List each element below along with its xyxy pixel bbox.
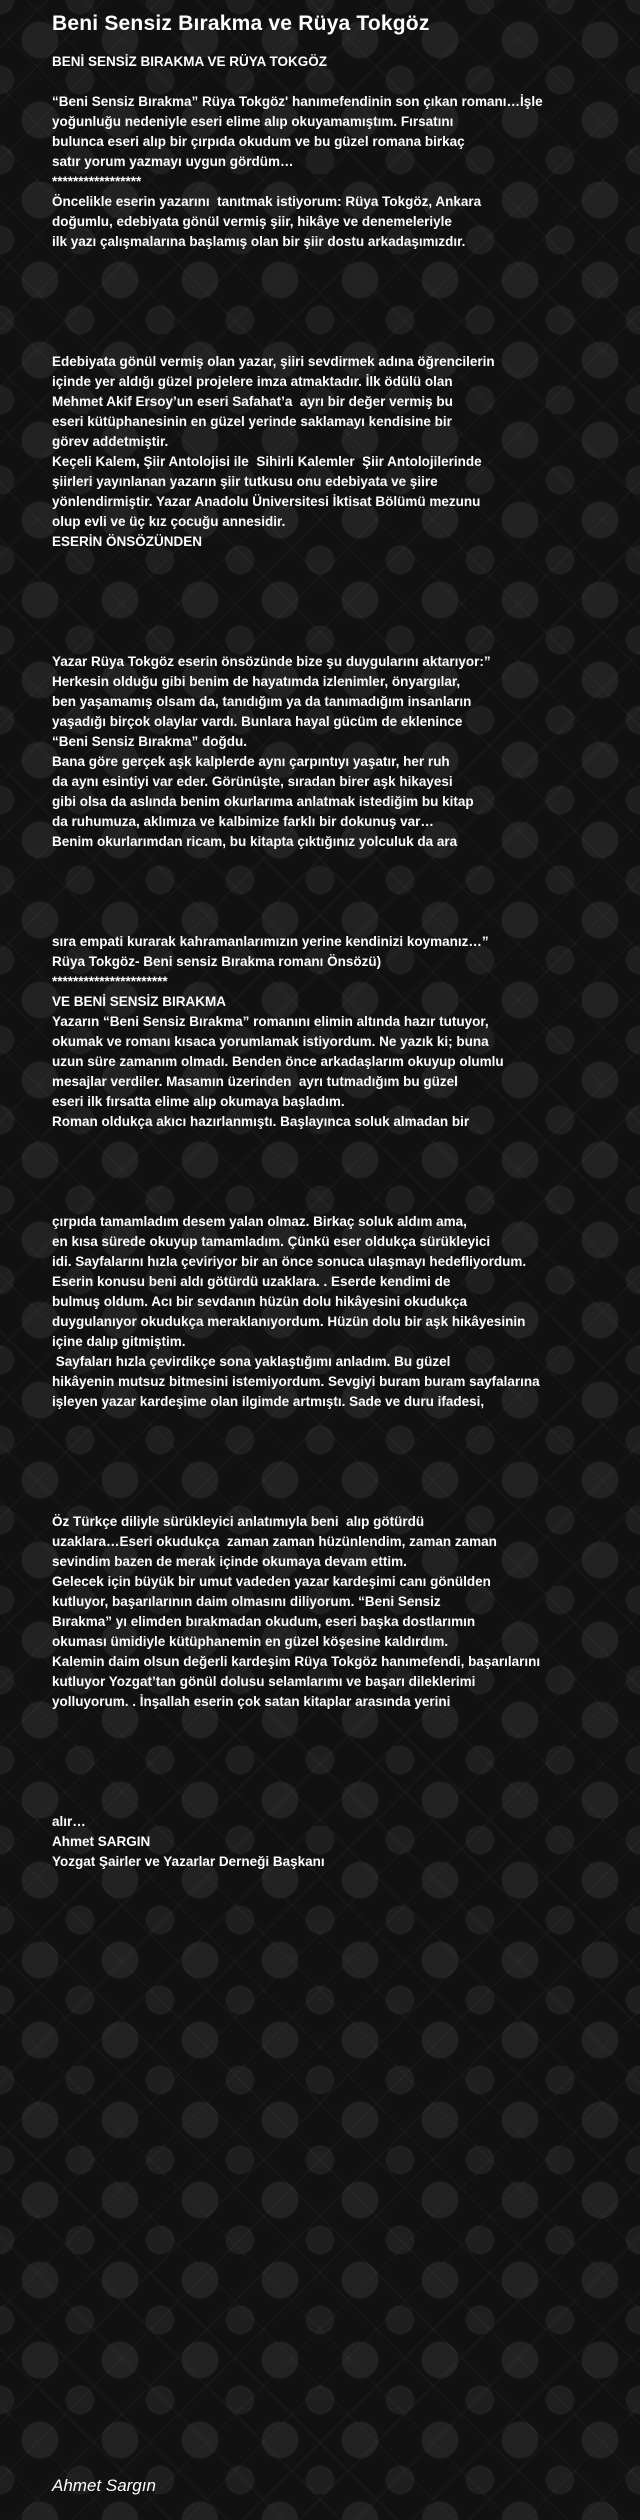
poem-line: kutluyor, başarılarının daim olmasını diliyorum. “Beni Sensiz	[52, 1594, 441, 1609]
poem-line: Benim okurlarımdan ricam, bu kitapta çıktığınız yolculuk da ara	[52, 834, 458, 849]
poem-line	[52, 872, 640, 892]
poem-line	[52, 1772, 640, 1792]
poem-body	[52, 52, 640, 1872]
poem-line: BENİ SENSİZ BIRAKMA VE RÜYA TOKGÖZ	[52, 54, 328, 69]
poem-line	[52, 1192, 640, 1212]
poem-line: yoğunluğu nedeniyle eseri elime alıp okuyamamıştım. Fırsatını	[52, 114, 454, 129]
poem-line: *****************	[52, 174, 142, 189]
poem-line	[52, 572, 640, 592]
author-signature: Ahmet Sargın	[52, 2476, 156, 2495]
poem-line: Eserin konusu beni aldı götürdü uzaklara. . Eserde kendimi de	[52, 1274, 451, 1289]
poem-line: sıra empati kurarak kahramanlarımızın yerine kendinizi koymanız…”	[52, 934, 489, 949]
poem-line	[52, 1492, 640, 1512]
poem-line	[52, 272, 640, 292]
poem-line: şiirleri yayınlanan yazarın şiir tutkusu onu edebiyata ve şiire	[52, 474, 438, 489]
poem-line	[52, 1752, 640, 1772]
poem-line: yönlendirmiştir. Yazar Anadolu Üniversitesi İktisat Bölümü mezunu	[52, 494, 481, 509]
poem-line: Kalemin daim olsun değerli kardeşim Rüya Tokgöz hanımefendi, başarılarını	[52, 1654, 541, 1669]
poem-line: Rüya Tokgöz- Beni sensiz Bırakma romanı Önsözü)	[52, 954, 382, 969]
poem-line: VE BENİ SENSİZ BIRAKMA	[52, 994, 227, 1009]
poem-line	[52, 612, 640, 632]
poem-line: en kısa sürede okuyup tamamladım. Çünkü eser oldukça sürükleyici	[52, 1234, 491, 1249]
poem-line	[52, 892, 640, 912]
poem-line: yolluyorum. . İnşallah eserin çok satan kitaplar arasında yerini	[52, 1694, 451, 1709]
poem-line: **********************	[52, 974, 168, 989]
poem-line: bulmuş oldum. Acı bir sevdanın hüzün dolu hikâyesini okudukça	[52, 1294, 468, 1309]
poem-line: ilk yazı çalışmalarına başlamış olan bir şiir dostu arkadaşımızdır.	[52, 234, 466, 249]
poem-line: içine dalıp gitmiştim.	[52, 1334, 186, 1349]
poem-line	[52, 1172, 640, 1192]
poem-line: Yozgat Şairler ve Yazarlar Derneği Başkanı	[52, 1854, 325, 1869]
poem-line	[52, 332, 640, 352]
poem-line: Öncelikle eserin yazarını tanıtmak istiyorum: Rüya Tokgöz, Ankara	[52, 194, 482, 209]
poem-line: da ruhumuza, aklımıza ve kalbimize farklı bir dokunuş var…	[52, 814, 434, 829]
poem-line: Keçeli Kalem, Şiir Antolojisi ile Sihirli Kalemler Şiir Antolojilerinde	[52, 454, 482, 469]
poem-line: görev addetmiştir.	[52, 434, 169, 449]
poem-line: işleyen yazar kardeşime olan ilgimde artmıştı. Sade ve duru ifadesi,	[52, 1394, 485, 1409]
poem-line: çırpıda tamamladım desem yalan olmaz. Birkaç soluk aldım ama,	[52, 1214, 467, 1229]
poem-line: Bana göre gerçek aşk kalplerde aynı çarpıntıyı yaşatır, her ruh	[52, 754, 450, 769]
poem-line: okumak ve romanı kısaca yorumlamak istiyordum. Ne yazık ki; buna	[52, 1034, 489, 1049]
poem-line: Roman oldukça akıcı hazırlanmıştı. Başlayınca soluk almadan bir	[52, 1114, 470, 1129]
poem-line: uzaklara…Eseri okudukça zaman zaman hüzünlendim, zaman zaman	[52, 1534, 497, 1549]
poem-line	[52, 1792, 640, 1812]
poem-line: alır…	[52, 1814, 86, 1829]
poem-line	[52, 1472, 640, 1492]
poem-line	[52, 592, 640, 612]
poem-line: Yazar Rüya Tokgöz eserin önsözünde bize şu duygularını aktarıyor:”	[52, 654, 491, 669]
poem-line	[52, 1452, 640, 1472]
poem-line: duygulanıyor okudukça meraklanıyordum. Hüzün dolu bir aşk hikâyesinin	[52, 1314, 526, 1329]
poem-line: Edebiyata gönül vermiş olan yazar, şiiri sevdirmek adına öğrencilerin	[52, 354, 495, 369]
poem-line: gibi olsa da aslında benim okurlarıma anlatmak istediğim bu kitap	[52, 794, 474, 809]
poem-line: hikâyenin mutsuz bitmesini istemiyordum. Sevgiyi buram buram sayfalarına	[52, 1374, 540, 1389]
poem-line	[52, 852, 640, 872]
poem-line: ESERİN ÖNSÖZÜNDEN	[52, 534, 203, 549]
poem-line: mesajlar verdiler. Masamın üzerinden ayrı tutmadığım bu güzel	[52, 1074, 458, 1089]
poem-line: eseri ilk fırsatta elime alıp okumaya başladım.	[52, 1094, 345, 1109]
poem-line	[52, 252, 640, 272]
poem-line: kutluyor Yozgat’tan gönül dolusu selamlarımı ve başarı dileklerimi	[52, 1674, 476, 1689]
poem-line: satır yorum yazmayı uygun gördüm…	[52, 154, 294, 169]
poem-line: Mehmet Akif Ersoy’un eseri Safahat’a ayrı bir değer vermiş bu	[52, 394, 453, 409]
poem-line: Yazarın “Beni Sensiz Bırakma” romanını elimin altında hazır tutuyor,	[52, 1014, 489, 1029]
poem-line	[52, 72, 640, 92]
poem-line: Bırakma” yı elimden bırakmadan okudum, eseri başka dostlarımın	[52, 1614, 476, 1629]
poem-line	[52, 1712, 640, 1732]
poem-line: Herkesin olduğu gibi benim de hayatımda izlenimler, önyargılar,	[52, 674, 461, 689]
poem-line	[52, 632, 640, 652]
poem-line	[52, 912, 640, 932]
poem-line: ben yaşamamış olsam da, tanıdığım ya da tanımadığım insanların	[52, 694, 472, 709]
poem-line: Öz Türkçe diliyle sürükleyici anlatımıyla beni alıp götürdü	[52, 1514, 425, 1529]
poem-line: okuması ümidiyle kütüphanemin en güzel köşesine kaldırdım.	[52, 1634, 449, 1649]
poem-line: Gelecek için büyük bir umut vadeden yazar kardeşimi canı gönülden	[52, 1574, 491, 1589]
poem-title: Beni Sensiz Bırakma ve Rüya Tokgöz	[52, 12, 430, 35]
poem-line	[52, 552, 640, 572]
poem-line	[52, 1132, 640, 1152]
poem-line: da aynı esintiyi var eder. Görünüşte, sıradan birer aşk hikayesi	[52, 774, 453, 789]
poem-line	[52, 1432, 640, 1452]
poem-line: bulunca eseri alıp bir çırpıda okudum ve bu güzel romana birkaç	[52, 134, 465, 149]
poem-line: yaşadığı birçok olaylar vardı. Bunlara hayal gücüm de eklenince	[52, 714, 463, 729]
poem-line: içinde yer aldığı güzel projelere imza atmaktadır. İlk ödülü olan	[52, 374, 453, 389]
poem-line: sevindim bazen de merak içinde okumaya devam ettim.	[52, 1554, 407, 1569]
poem-line	[52, 292, 640, 312]
poem-line: Sayfaları hızla çevirdikçe sona yaklaştığımı anladım. Bu güzel	[52, 1354, 451, 1369]
poem-line: uzun süre zamanım olmadı. Benden önce arkadaşlarım okuyup olumlu	[52, 1054, 504, 1069]
poem-line: doğumlu, edebiyata gönül vermiş şiir, hikâye ve denemeleriyle	[52, 214, 452, 229]
poem-line	[52, 1732, 640, 1752]
poem-line	[52, 1412, 640, 1432]
poem-line: Ahmet SARGIN	[52, 1834, 151, 1849]
poem-line: “Beni Sensiz Bırakma” Rüya Tokgöz' hanımefendinin son çıkan romanı…İşle	[52, 94, 543, 109]
poem-line	[52, 1152, 640, 1172]
poem-line: olup evli ve üç kız çocuğu annesidir.	[52, 514, 286, 529]
poem-line	[52, 312, 640, 332]
poem-line: idi. Sayfalarını hızla çeviriyor bir an önce sonuca ulaşmayı hedefliyordum.	[52, 1254, 527, 1269]
poem-line: “Beni Sensiz Bırakma” doğdu.	[52, 734, 248, 749]
poem-line: eseri kütüphanesinin en güzel yerinde saklamayı kendisine bir	[52, 414, 452, 429]
